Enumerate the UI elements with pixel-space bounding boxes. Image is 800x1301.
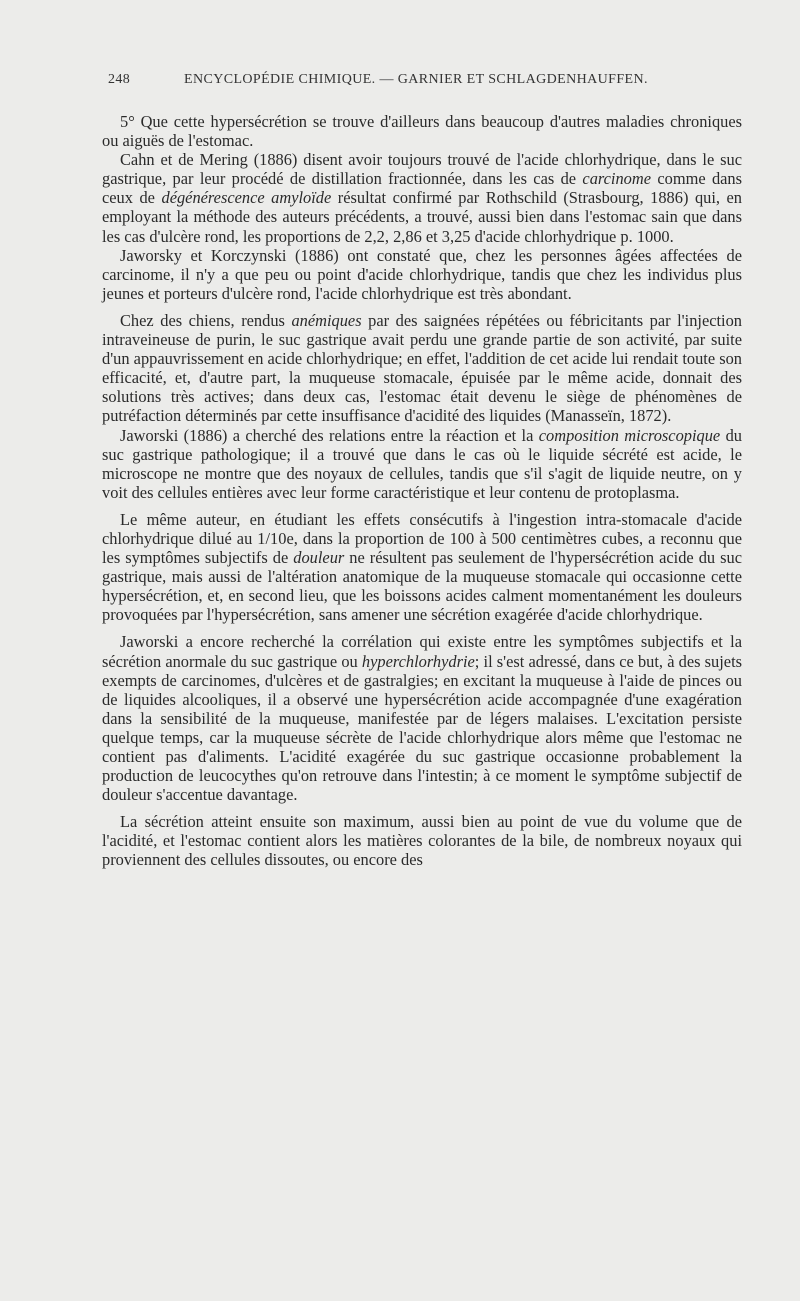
italic-term: hyperchlorhydrie xyxy=(361,651,475,671)
paragraph-2: Cahn et de Mering (1886) disent avoir toujours trouvé de l'acide chlorhydrique, dans le suc gastrique, par leur procédé de distillation fractionnée, dans les cas de carcinome comme dans ceux de dégénérescence amyloïde résultat confirmé par Rothschild (Strasbourg, 1886) qui, en employant la méthode des auteurs précédents, a trouvé, aussi bien dans l'estomac sain que dans les cas d'ulcère rond, les proportions de 2,2, 2,86 et 3,25 d'acide chlorhydrique p. 1000. xyxy=(102,150,742,246)
paragraph-8: La sécrétion atteint ensuite son maximum, aussi bien au point de vue du volume que de l'acidité, et l'estomac contient alors les matières colorantes de la bile, de nombreux noyaux qui proviennent des cellules dissoutes, ou encore des xyxy=(102,812,742,870)
italic-term: composition microscopique xyxy=(538,425,721,445)
page-number: 248 xyxy=(108,72,131,87)
paragraph-3: Jaworsky et Korczynski (1886) ont constaté que, chez les personnes âgées affectées de carcinome, il n'y a que peu ou point d'acide chlorhydrique, tandis que chez les individus plus jeunes et porteurs d'ulcère rond, l'acide chlorhydrique est très abondant. xyxy=(102,245,742,303)
running-title: ENCYCLOPÉDIE CHIMIQUE. — GARNIER ET SCHLAGDENHAUFFEN. xyxy=(184,72,648,87)
paragraph-4: Chez des chiens, rendus anémiques par des saignées répétées ou fébricitants par l'injection intraveineuse de purin, le suc gastrique avait perdu une grande partie de son activité, par suite d'un appauvrissement en acide chlorhydrique; en effet, l'addition de cet acide lui rendait toute son efficacité, et, d'autre part, la muqueuse stomacale, épuisée par le même acide, donnait des solutions très actives; dans deux cas, l'estomac était devenu le siège de phénomènes de putréfaction déterminés par cette insuffisance d'acidité des liquides (Manasseïn, 1872). xyxy=(102,310,742,426)
italic-term: carcinome xyxy=(582,169,651,189)
italic-term: anémiques xyxy=(291,310,362,330)
paragraph-1: 5° Que cette hypersécrétion se trouve d'ailleurs dans beaucoup d'autres maladies chroniques ou aiguës de l'estomac. xyxy=(102,112,742,151)
paragraph-6: Le même auteur, en étudiant les effets consécutifs à l'ingestion intra-stomacale d'acide chlorhydrique dilué au 1/10e, dans la proportion de 100 à 500 centimètres cubes, a reconnu que les symptômes subjectifs de douleur ne résultent pas seulement de l'hypersécrétion acide du suc gastrique, mais aussi de l'altération anatomique de la muqueuse stomacale qui occasionne cette hypersécrétion, et, en second lieu, que les boissons acides calment momentanément les douleurs provoquées par l'hypersécrétion, sans amener une sécrétion exagérée d'acide chlorhydrique. xyxy=(102,509,743,625)
running-header xyxy=(108,72,748,88)
italic-term: dégénérescence amyloïde xyxy=(161,188,332,208)
italic-term: douleur xyxy=(293,548,345,568)
body-text xyxy=(102,112,742,870)
paragraph-5: Jaworski (1886) a cherché des relations entre la réaction et la composition microscopique du suc gastrique pathologique; il a trouvé que dans le cas où le liquide sécrété est acide, le microscope ne montre que des noyaux de cellules, tandis que s'il s'agit de liquide neutre, on y voit des cellules entières avec leur forme caractéristique et leur contenu de protoplasma. xyxy=(102,425,742,502)
paragraph-7: Jaworski a encore recherché la corrélation qui existe entre les symptômes subjectifs et la sécrétion anormale du suc gastrique ou hyperchlorhydrie; il s'est adressé, dans ce but, à des sujets exempts de carcinomes, d'ulcères et de gastralgies; en excitant la muqueuse à l'aide de pinces ou de liquides alcooliques, il a observé une hypersécrétion acide accompagnée d'une exagération dans la sensibilité de la muqueuse, manifestée par de légers malaises. L'excitation persiste quelque temps, car la muqueuse sécrète de l'acide chlorhydrique alors même que l'estomac ne contient pas d'aliments. L'acidité exagérée du suc gastrique occasionne probablement la production de leucocythes qu'on retrouve dans l'intestin; à ce moment le symptôme subjectif de douleur s'accentue davantage. xyxy=(102,632,742,805)
